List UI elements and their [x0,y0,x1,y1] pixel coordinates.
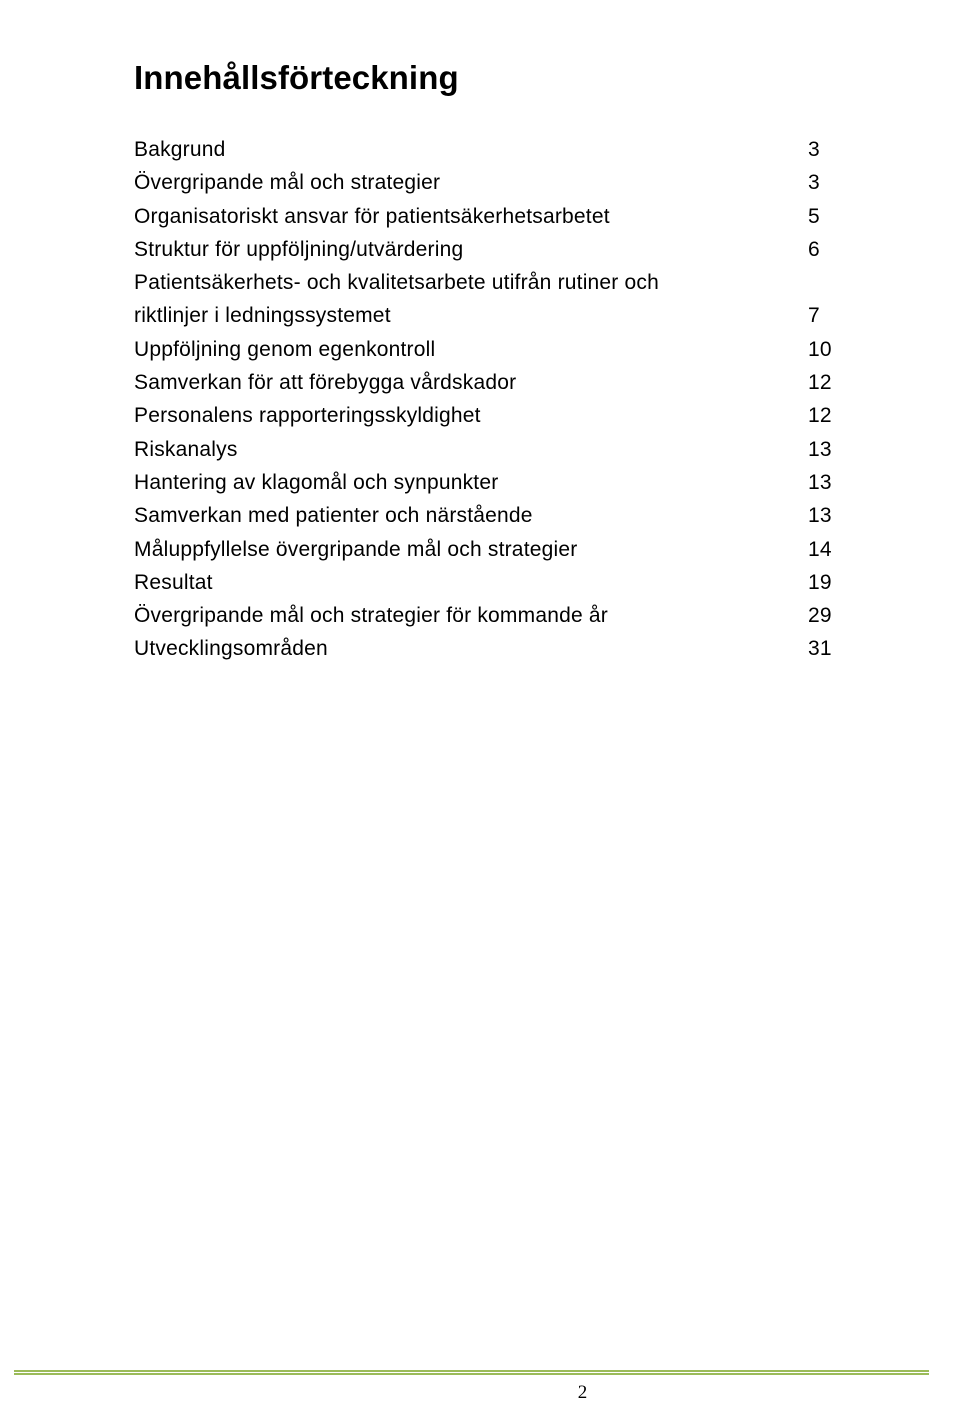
page-title: Innehållsförteckning [134,59,459,96]
page-number: 2 [577,1382,588,1403]
toc-entry[interactable] [134,200,836,233]
toc-entry-title: Övergripande mål och strategier för kommande år [134,604,608,628]
toc-entry[interactable] [134,333,836,366]
toc-entry-title: Uppföljning genom egenkontroll [134,337,436,361]
toc-entry-title: Patientsäkerhets- och kvalitetsarbete utifrån rutiner och riktlinjer i ledningssystemet [134,271,659,328]
toc-entry[interactable] [134,533,836,566]
toc-entry-title: Resultat [134,570,213,594]
toc-entry[interactable] [134,399,836,432]
toc-entry[interactable] [134,266,836,333]
toc-entry[interactable] [134,433,836,466]
toc-entry-page: 31 [808,637,832,661]
toc-entry[interactable] [134,166,836,199]
toc-entry[interactable] [134,632,836,665]
toc-entry[interactable] [134,599,836,632]
toc-entry-page: 6 [808,237,820,261]
toc-entry-page: 5 [808,204,820,228]
toc-entry-page: 3 [808,171,820,195]
table-of-contents [134,133,836,666]
toc-entry[interactable] [134,566,836,599]
toc-entry-title: Organisatoriskt ansvar för patientsäkerhetsarbetet [134,204,610,228]
toc-entry-page: 29 [808,604,832,628]
toc-entry-page: 12 [808,371,832,395]
toc-entry-title: Måluppfyllelse övergripande mål och strategier [134,537,578,561]
toc-entry-page: 7 [808,304,820,328]
toc-entry[interactable] [134,466,836,499]
toc-entry-title: Samverkan med patienter och närstående [134,504,533,528]
toc-entry-title: Personalens rapporteringsskyldighet [134,404,481,428]
toc-entry[interactable] [134,366,836,399]
toc-entry-title: Övergripande mål och strategier [134,171,441,195]
toc-entry[interactable] [134,133,836,166]
toc-entry[interactable] [134,499,836,532]
toc-entry[interactable] [134,233,836,266]
toc-entry-title: Bakgrund [134,138,226,161]
toc-entry-page: 10 [808,337,832,361]
toc-entry-title: Struktur för uppföljning/utvärdering [134,237,464,261]
toc-entry-title: Samverkan för att förebygga vårdskador [134,371,517,395]
toc-entry-page: 12 [808,404,832,428]
toc-entry-page: 13 [808,437,832,461]
toc-entry-page: 19 [808,570,832,594]
toc-entry-title: Utvecklingsområden [134,637,328,661]
toc-entry-page: 3 [808,138,820,161]
toc-entry-page: 13 [808,470,832,494]
toc-entry-page: 14 [808,537,832,561]
toc-entry-title: Hantering av klagomål och synpunkter [134,470,499,494]
toc-entry-page: 13 [808,504,832,528]
footer-divider [14,1370,929,1375]
toc-entry-title: Riskanalys [134,437,238,461]
